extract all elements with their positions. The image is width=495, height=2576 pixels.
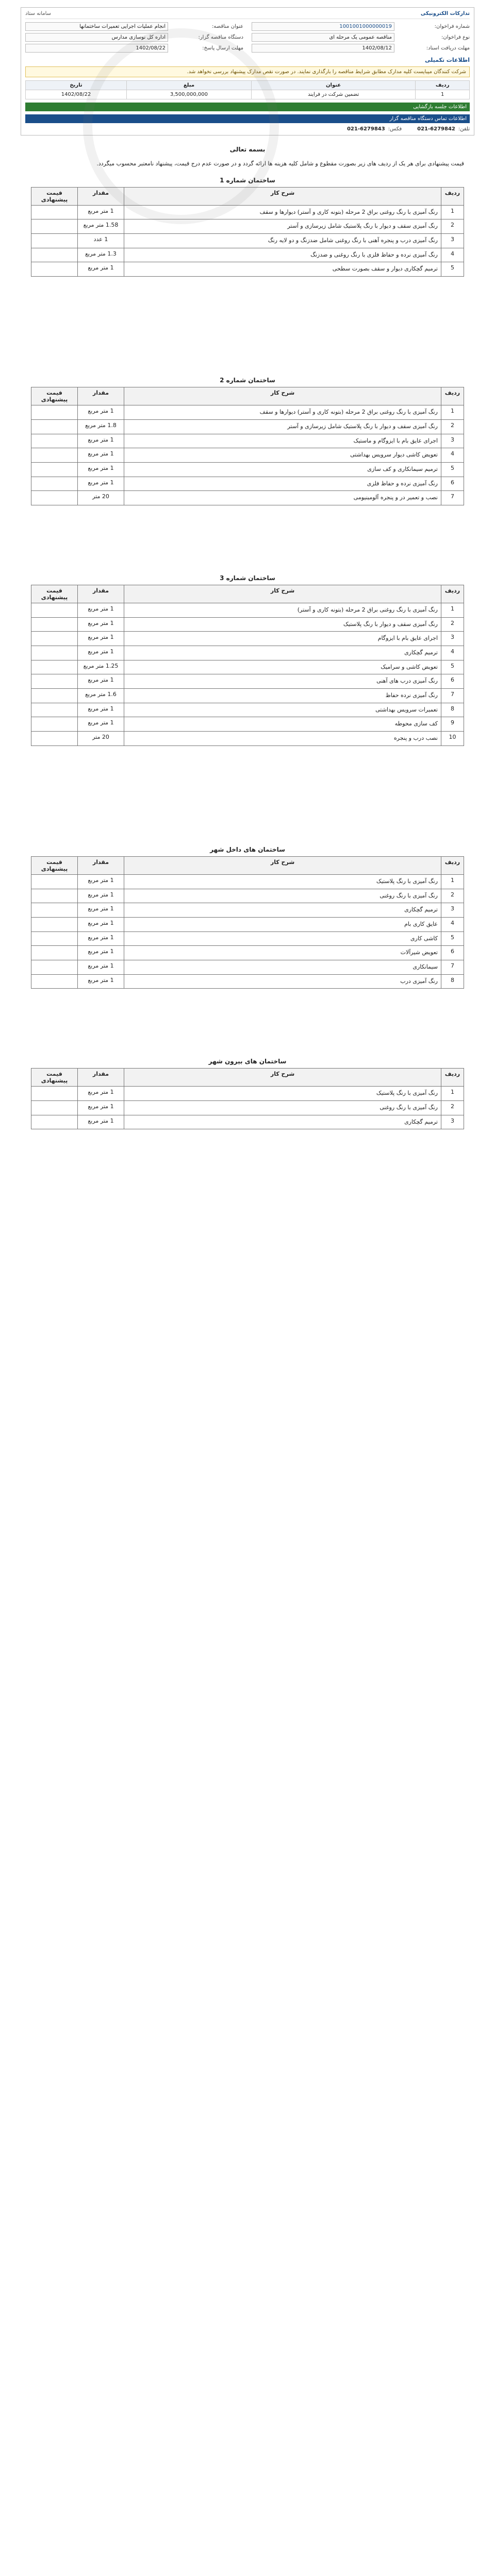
table-row <box>31 234 464 248</box>
work-description: ترمیم گچکاری دیوار و سقف بصورت سطحی <box>124 262 441 277</box>
row-number: 9 <box>441 717 464 732</box>
row-number: 7 <box>441 689 464 703</box>
table-cell: 3,500,000,000 <box>127 90 252 99</box>
work-description: ترمیم گچکاری <box>124 646 441 660</box>
work-description: رنگ آمیزی سقف و دیوار با رنگ پلاستیک <box>124 617 441 632</box>
column-header: ردیف <box>441 387 464 405</box>
contact-label: تلفن: <box>458 126 470 132</box>
price-input[interactable] <box>31 946 78 960</box>
field-label: نوع فراخوان: <box>441 35 470 40</box>
field-value: مناقصه عمومی یک مرحله ای <box>252 33 394 42</box>
price-input[interactable] <box>31 974 78 989</box>
work-description: کف سازی محوطه <box>124 717 441 732</box>
table-row <box>31 674 464 689</box>
work-description: رنگ آمیزی با رنگ روغنی <box>124 1101 441 1115</box>
contact-info-bar[interactable]: اطلاعات تماس دستگاه مناقصه گزار <box>25 114 470 123</box>
row-number: 2 <box>441 419 464 434</box>
row-number: 1 <box>441 603 464 617</box>
quantity: 1 متر مربع <box>78 674 124 689</box>
quantity: 1 متر مربع <box>78 1087 124 1101</box>
table-row <box>31 889 464 903</box>
work-section <box>31 377 464 505</box>
column-header: مقدار <box>78 387 124 405</box>
row-number: 4 <box>441 646 464 660</box>
table-row <box>31 903 464 918</box>
row-number: 4 <box>441 448 464 463</box>
contact-value: 021-6279843 <box>346 126 385 132</box>
work-description: کاشی کاری <box>124 931 441 946</box>
row-number: 1 <box>441 874 464 889</box>
column-header: تاریخ <box>26 81 127 90</box>
column-header: مقدار <box>78 856 124 874</box>
column-header: قیمت پیشنهادی <box>31 387 78 405</box>
work-table <box>31 856 464 989</box>
price-input[interactable] <box>31 448 78 463</box>
work-description: رنگ آمیزی سقف و دیوار با رنگ پلاستیک شامل زیرسازی و آستر <box>124 219 441 234</box>
price-input[interactable] <box>31 434 78 448</box>
price-input[interactable] <box>31 703 78 717</box>
work-description: رنگ آمیزی درب <box>124 974 441 989</box>
field-row <box>25 44 243 53</box>
work-description: ترمیم گچکاری <box>124 903 441 918</box>
table-row <box>31 1101 464 1115</box>
contact-value: 021-6279842 <box>417 126 455 132</box>
quantity: 1 متر مربع <box>78 1101 124 1115</box>
price-input[interactable] <box>31 674 78 689</box>
quantity: 1 متر مربع <box>78 960 124 974</box>
quantity: 1 متر مربع <box>78 646 124 660</box>
row-number: 2 <box>441 219 464 234</box>
row-number: 2 <box>441 889 464 903</box>
brand-label: تدارکات الکترونیکی <box>420 11 470 16</box>
table-row <box>31 617 464 632</box>
work-description: رنگ آمیزی درب و پنجره آهنی با رنگ روغنی شامل ضدزنگ و دو لایه رنگ <box>124 234 441 248</box>
work-description: رنگ آمیزی با رنگ پلاستیک <box>124 874 441 889</box>
price-input[interactable] <box>31 903 78 918</box>
price-input[interactable] <box>31 603 78 617</box>
price-input[interactable] <box>31 1101 78 1115</box>
price-input[interactable] <box>31 874 78 889</box>
column-header: عنوان <box>251 81 416 90</box>
table-row <box>31 660 464 674</box>
row-number: 1 <box>441 1087 464 1101</box>
field-row <box>252 44 470 53</box>
table-row <box>31 603 464 617</box>
field-value: 1001001000000019 <box>252 22 394 31</box>
row-number: 6 <box>441 674 464 689</box>
quantity: 1 متر مربع <box>78 903 124 918</box>
column-header: شرح کار <box>124 1069 441 1087</box>
work-description: نصب درب و پنجره <box>124 732 441 746</box>
tender-header <box>21 7 474 135</box>
row-number: 4 <box>441 917 464 931</box>
work-description: سیمانکاری <box>124 960 441 974</box>
price-input[interactable] <box>31 617 78 632</box>
work-section <box>31 1058 464 1129</box>
section-title: ساختمان شماره 2 <box>220 377 275 384</box>
page-gap <box>0 277 495 369</box>
field-value: 1402/08/22 <box>25 44 168 53</box>
price-input[interactable] <box>31 889 78 903</box>
table-row <box>31 717 464 732</box>
work-description: عایق کاری بام <box>124 917 441 931</box>
work-description: ترمیم سیمانکاری و کف سازی <box>124 462 441 477</box>
work-description: تعمیرات سرویس بهداشتی <box>124 703 441 717</box>
field-value: انجام عملیات اجرایی تعمیرات ساختمانها <box>25 22 168 31</box>
column-header: ردیف <box>441 585 464 603</box>
column-header: شرح کار <box>124 387 441 405</box>
sub-title: اطلاعات تکمیلی <box>424 57 470 63</box>
quantity: 1 متر مربع <box>78 434 124 448</box>
row-number: 3 <box>441 234 464 248</box>
table-row <box>31 491 464 505</box>
work-description: تعویض کاشی و سرامیک <box>124 660 441 674</box>
work-sections <box>0 177 495 1130</box>
row-number: 3 <box>441 903 464 918</box>
table-row <box>31 419 464 434</box>
price-input[interactable] <box>31 931 78 946</box>
work-description: رنگ آمیزی نرده حفاظ <box>124 689 441 703</box>
table-row <box>31 974 464 989</box>
work-description: رنگ آمیزی نرده و حفاظ فلزی <box>124 477 441 491</box>
work-description: رنگ آمیزی درب های آهنی <box>124 674 441 689</box>
row-number: 5 <box>441 660 464 674</box>
table-row <box>31 205 464 219</box>
work-description: اجرای عایق بام با ایزوگام <box>124 632 441 646</box>
quantity: 1 متر مربع <box>78 974 124 989</box>
quantity: 1.25 متر مربع <box>78 660 124 674</box>
contact-phone <box>417 126 470 132</box>
quantity: 1 متر مربع <box>78 462 124 477</box>
quantity: 1 متر مربع <box>78 477 124 491</box>
quantity: 1.58 متر مربع <box>78 219 124 234</box>
table-row <box>31 405 464 420</box>
row-number: 3 <box>441 1115 464 1129</box>
section-title: ساختمان های بیرون شهر <box>208 1058 287 1065</box>
price-input[interactable] <box>31 405 78 420</box>
price-input[interactable] <box>31 219 78 234</box>
row-number: 7 <box>441 491 464 505</box>
work-description: ترمیم گچکاری <box>124 1115 441 1129</box>
quantity: 1 متر مربع <box>78 874 124 889</box>
table-row <box>31 703 464 717</box>
work-table <box>31 585 464 746</box>
quantity: 1.3 متر مربع <box>78 248 124 262</box>
contacts <box>25 126 470 132</box>
row-number: 2 <box>441 617 464 632</box>
work-description: تعویض کاشی دیوار سرویس بهداشتی <box>124 448 441 463</box>
field-label: عنوان مناقصه: <box>211 24 243 29</box>
price-input[interactable] <box>31 419 78 434</box>
field-label: دستگاه مناقصه گزار: <box>198 35 243 40</box>
price-input[interactable] <box>31 660 78 674</box>
table-row <box>31 917 464 931</box>
table-row <box>31 1115 464 1129</box>
table-cell: 1402/08/22 <box>26 90 127 99</box>
quantity: 1 متر مربع <box>78 405 124 420</box>
table-row <box>31 219 464 234</box>
column-header: مقدار <box>78 187 124 205</box>
table-row <box>26 90 470 99</box>
price-input[interactable] <box>31 477 78 491</box>
row-number: 6 <box>441 477 464 491</box>
field-row <box>25 22 243 31</box>
price-input[interactable] <box>31 462 78 477</box>
column-header: مقدار <box>78 585 124 603</box>
column-header: شرح کار <box>124 856 441 874</box>
column-header: مبلغ <box>127 81 252 90</box>
contact-fax <box>347 126 402 132</box>
work-description: رنگ آمیزی با رنگ روغنی براق 2 مرحله (بتونه کاری و آستر) دیوارها و سقف <box>124 205 441 219</box>
table-row <box>31 262 464 277</box>
field-label: مهلت دریافت اسناد: <box>426 45 470 51</box>
table-row <box>31 462 464 477</box>
column-header: مقدار <box>78 1069 124 1087</box>
quantity: 1 متر مربع <box>78 717 124 732</box>
intro-heading: بسمه تعالی <box>229 146 266 153</box>
work-table <box>31 387 464 505</box>
opening-session-bar[interactable]: اطلاعات جلسه بازگشایی <box>25 103 470 111</box>
tender-fields <box>25 22 470 53</box>
field-row <box>252 22 470 31</box>
column-header: ردیف <box>416 81 470 90</box>
row-number: 10 <box>441 732 464 746</box>
price-input[interactable] <box>31 717 78 732</box>
row-number: 3 <box>441 632 464 646</box>
quantity: 1 متر مربع <box>78 931 124 946</box>
top-line <box>25 11 470 19</box>
field-value: 1402/08/12 <box>252 44 394 53</box>
table-cell: 1 <box>416 90 470 99</box>
column-header: ردیف <box>441 1069 464 1087</box>
price-input[interactable] <box>31 1087 78 1101</box>
row-number: 1 <box>441 205 464 219</box>
row-number: 8 <box>441 974 464 989</box>
table-row <box>31 248 464 262</box>
field-value: اداره کل نوسازی مدارس <box>25 33 168 42</box>
column-header: قیمت پیشنهادی <box>31 585 78 603</box>
page-gap <box>0 746 495 839</box>
price-input[interactable] <box>31 248 78 262</box>
intro <box>31 144 464 170</box>
work-description: رنگ آمیزی با رنگ پلاستیک <box>124 1087 441 1101</box>
work-section <box>31 846 464 989</box>
table-row <box>31 931 464 946</box>
document-page <box>0 0 495 1129</box>
quantity: 1 متر مربع <box>78 1115 124 1129</box>
row-number: 7 <box>441 960 464 974</box>
quantity: 1 متر مربع <box>78 617 124 632</box>
quantity: 1 متر مربع <box>78 448 124 463</box>
price-input[interactable] <box>31 262 78 277</box>
row-number: 1 <box>441 405 464 420</box>
column-header: شرح کار <box>124 187 441 205</box>
table-row <box>31 632 464 646</box>
price-input[interactable] <box>31 960 78 974</box>
quantity: 1 متر مربع <box>78 603 124 617</box>
page-gap <box>0 505 495 567</box>
quantity: 1 متر مربع <box>78 703 124 717</box>
quantity: 1 متر مربع <box>78 205 124 219</box>
work-description: رنگ آمیزی با رنگ روغنی <box>124 889 441 903</box>
table-row <box>31 646 464 660</box>
section-title: ساختمان های داخل شهر <box>210 845 285 853</box>
column-header: شرح کار <box>124 585 441 603</box>
price-input[interactable] <box>31 632 78 646</box>
row-number: 5 <box>441 462 464 477</box>
table-row <box>31 732 464 746</box>
price-input[interactable] <box>31 1115 78 1129</box>
table-row <box>31 689 464 703</box>
quantity: 20 متر <box>78 491 124 505</box>
column-header: قیمت پیشنهادی <box>31 856 78 874</box>
quantity: 1.6 متر مربع <box>78 689 124 703</box>
work-section <box>31 177 464 277</box>
quantity: 1 متر مربع <box>78 262 124 277</box>
quantity: 1 متر مربع <box>78 632 124 646</box>
work-description: رنگ آمیزی با رنگ روغنی براق 2 مرحله (بتونه کاری و آستر) <box>124 603 441 617</box>
price-input[interactable] <box>31 205 78 219</box>
field-label: مهلت ارسال پاسخ: <box>202 45 243 51</box>
work-table <box>31 187 464 277</box>
work-description: تعویض شیرآلات <box>124 946 441 960</box>
table-row <box>31 1087 464 1101</box>
column-header: قیمت پیشنهادی <box>31 1069 78 1087</box>
column-header: ردیف <box>441 856 464 874</box>
quantity: 1 عدد <box>78 234 124 248</box>
work-description: اجرای عایق بام با ایزوگام و ماستیک <box>124 434 441 448</box>
price-input[interactable] <box>31 732 78 746</box>
price-input[interactable] <box>31 646 78 660</box>
row-number: 3 <box>441 434 464 448</box>
row-number: 4 <box>441 248 464 262</box>
breadcrumb[interactable]: سامانه ستاد <box>25 11 52 16</box>
work-description: رنگ آمیزی با رنگ روغنی براق 2 مرحله (بتونه کاری و آستر) دیوارها و سقف <box>124 405 441 420</box>
table-row <box>31 946 464 960</box>
quantity: 1 متر مربع <box>78 917 124 931</box>
notice-box: شرکت کنندگان میبایست کلیه مدارک مطابق شرایط مناقصه را بارگذاری نمایند. در صورت نقص مدارک پیشنهاد بررسی نخواهد شد. <box>25 66 470 77</box>
field-row <box>252 33 470 42</box>
table-row <box>31 448 464 463</box>
work-section <box>31 574 464 746</box>
table-row <box>31 874 464 889</box>
quantity: 1.8 متر مربع <box>78 419 124 434</box>
quantity: 20 متر <box>78 732 124 746</box>
price-input[interactable] <box>31 917 78 931</box>
row-number: 2 <box>441 1101 464 1115</box>
contact-label: فکس: <box>388 126 402 132</box>
table-cell: تضمین شرکت در فرایند <box>251 90 416 99</box>
intro-text: قیمت پیشنهادی برای هر یک از ردیف های زیر بصورت مقطوع و شامل کلیه هزینه ها ارائه گردد و در صورت عدم درج قیمت، پیشنهاد نامعتبر محسوب میگردد. <box>96 160 464 167</box>
price-input[interactable] <box>31 491 78 505</box>
section-title: ساختمان شماره 3 <box>220 574 275 582</box>
column-header: ردیف <box>441 187 464 205</box>
section-title: ساختمان شماره 1 <box>220 176 275 184</box>
price-input[interactable] <box>31 689 78 703</box>
column-header: قیمت پیشنهادی <box>31 187 78 205</box>
field-label: شماره فراخوان: <box>434 24 470 29</box>
table-row <box>31 477 464 491</box>
guarantee-table <box>25 80 470 99</box>
row-number: 8 <box>441 703 464 717</box>
row-number: 5 <box>441 262 464 277</box>
quantity: 1 متر مربع <box>78 889 124 903</box>
table-row <box>31 434 464 448</box>
work-description: نصب و تعمیر در و پنجره آلومینیومی <box>124 491 441 505</box>
work-table <box>31 1068 464 1129</box>
work-description: رنگ آمیزی نرده و حفاظ فلزی با رنگ روغنی و ضدزنگ <box>124 248 441 262</box>
work-description: رنگ آمیزی سقف و دیوار با رنگ پلاستیک شامل زیرسازی و آستر <box>124 419 441 434</box>
table-row <box>31 960 464 974</box>
row-number: 6 <box>441 946 464 960</box>
price-input[interactable] <box>31 234 78 248</box>
row-number: 5 <box>441 931 464 946</box>
page-gap <box>0 989 495 1050</box>
quantity: 1 متر مربع <box>78 946 124 960</box>
field-row <box>25 33 243 42</box>
